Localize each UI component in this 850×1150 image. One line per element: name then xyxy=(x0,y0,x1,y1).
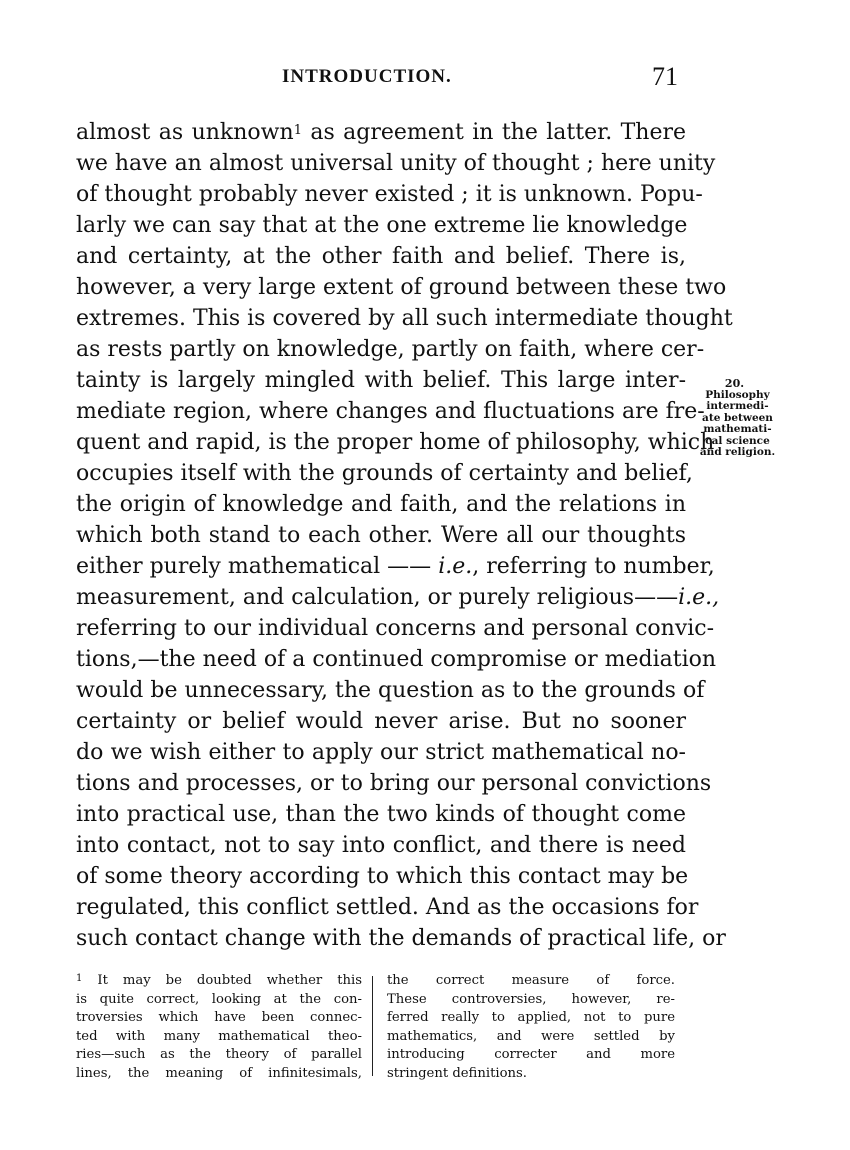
margin-line: cal science xyxy=(705,434,770,447)
text-line: of some theory according to which this contact may be xyxy=(76,864,689,889)
footnote-line: $^1$ It may be doubted whether this xyxy=(76,973,362,988)
text-line: mediate region, where changes and fluctuations are fre- xyxy=(76,399,705,424)
text-line: which both stand to each other. Were all our thoughts xyxy=(76,523,686,548)
text-line: occupies itself with the grounds of certainty and belief, xyxy=(76,461,693,486)
text-line: would be unnecessary, the question as to the grounds of xyxy=(76,678,705,703)
margin-line: intermedi- xyxy=(706,400,769,412)
text-line: such contact change with the demands of practical life, or xyxy=(76,926,726,951)
footnote-line: ries—such as the theory of parallel xyxy=(76,1047,362,1063)
text-line: we have an almost universal unity of thought ; here unity xyxy=(76,151,716,176)
footnote-line: lines, the meaning of infinitesimals, xyxy=(76,1065,362,1081)
margin-line: and religion. xyxy=(699,446,776,458)
footnote-ref: 1 xyxy=(293,123,302,138)
text-line: tainty is largely mingled with belief. This large inter- xyxy=(76,368,686,393)
margin-line: mathemati- xyxy=(703,423,772,435)
text-line: of thought probably never existed ; it is unknown. Popu- xyxy=(76,182,703,207)
page-number: 71 xyxy=(652,62,678,91)
text-line: regulated, this conflict settled. And as the occasions for xyxy=(76,895,699,920)
footnote-line: ferred really to applied, not to pure xyxy=(387,1010,675,1026)
page-title: INTRODUCTION. xyxy=(282,66,452,87)
footnote-line: mathematics, and were settled by xyxy=(387,1028,675,1044)
text-line: do we wish either to apply our strict mathematical no- xyxy=(76,740,686,765)
text-line: tions and processes, or to bring our personal convictions xyxy=(76,771,712,796)
margin-line: Philosophy xyxy=(705,388,770,401)
footnote-line: stringent definitions. xyxy=(387,1065,527,1081)
text-line: as rests partly on knowledge, partly on faith, where cer- xyxy=(76,337,705,362)
text-line: into practical use, than the two kinds of thought come xyxy=(76,802,686,827)
footnote-line: troversies which have been connec- xyxy=(76,1010,362,1026)
footnote-line: introducing correcter and more xyxy=(387,1047,675,1063)
text-line: certainty or belief would never arise. But no sooner xyxy=(76,709,686,734)
footnote-left-column xyxy=(76,972,362,1084)
margin-note xyxy=(690,378,785,459)
text-line: measurement, and calculation, or purely religious——i.e., xyxy=(76,585,720,610)
section-number: 20. xyxy=(724,377,745,390)
text-line: quent and rapid, is the proper home of philosophy, which xyxy=(76,430,715,455)
footnote-line: is quite correct, looking at the con- xyxy=(76,991,362,1007)
italic-abbrev: i.e. xyxy=(438,554,473,579)
footnote-divider xyxy=(372,976,373,1076)
margin-line: ate between xyxy=(702,411,773,424)
running-header xyxy=(76,62,686,98)
text-line: extremes. This is covered by all such intermediate thought xyxy=(76,306,733,331)
text-line: and certainty, at the other faith and belief. There is, xyxy=(76,244,686,269)
text-line: the origin of knowledge and faith, and the relations in xyxy=(76,492,686,517)
text-line: larly we can say that at the one extreme lie knowledge xyxy=(76,213,688,238)
footnote-line: These controversies, however, re- xyxy=(387,991,675,1007)
footnote-marker: 1 xyxy=(76,973,83,984)
text-line: referring to our individual concerns and personal convic- xyxy=(76,616,715,641)
text-line: into contact, not to say into conflict, and there is need xyxy=(76,833,686,858)
text-line: however, a very large extent of ground between these two xyxy=(76,275,727,300)
footnote-line: ted with many mathematical theo- xyxy=(76,1028,362,1044)
text-line: almost as unknown$^1$ as agreement in the latter. There xyxy=(76,120,686,145)
footnote-line: the correct measure of force. xyxy=(387,973,675,988)
text-line: either purely mathematical —— i.e., referring to number, xyxy=(76,554,715,579)
text-line: tions,—the need of a continued compromise or mediation xyxy=(76,647,717,672)
footnote-right-column xyxy=(387,972,675,1084)
